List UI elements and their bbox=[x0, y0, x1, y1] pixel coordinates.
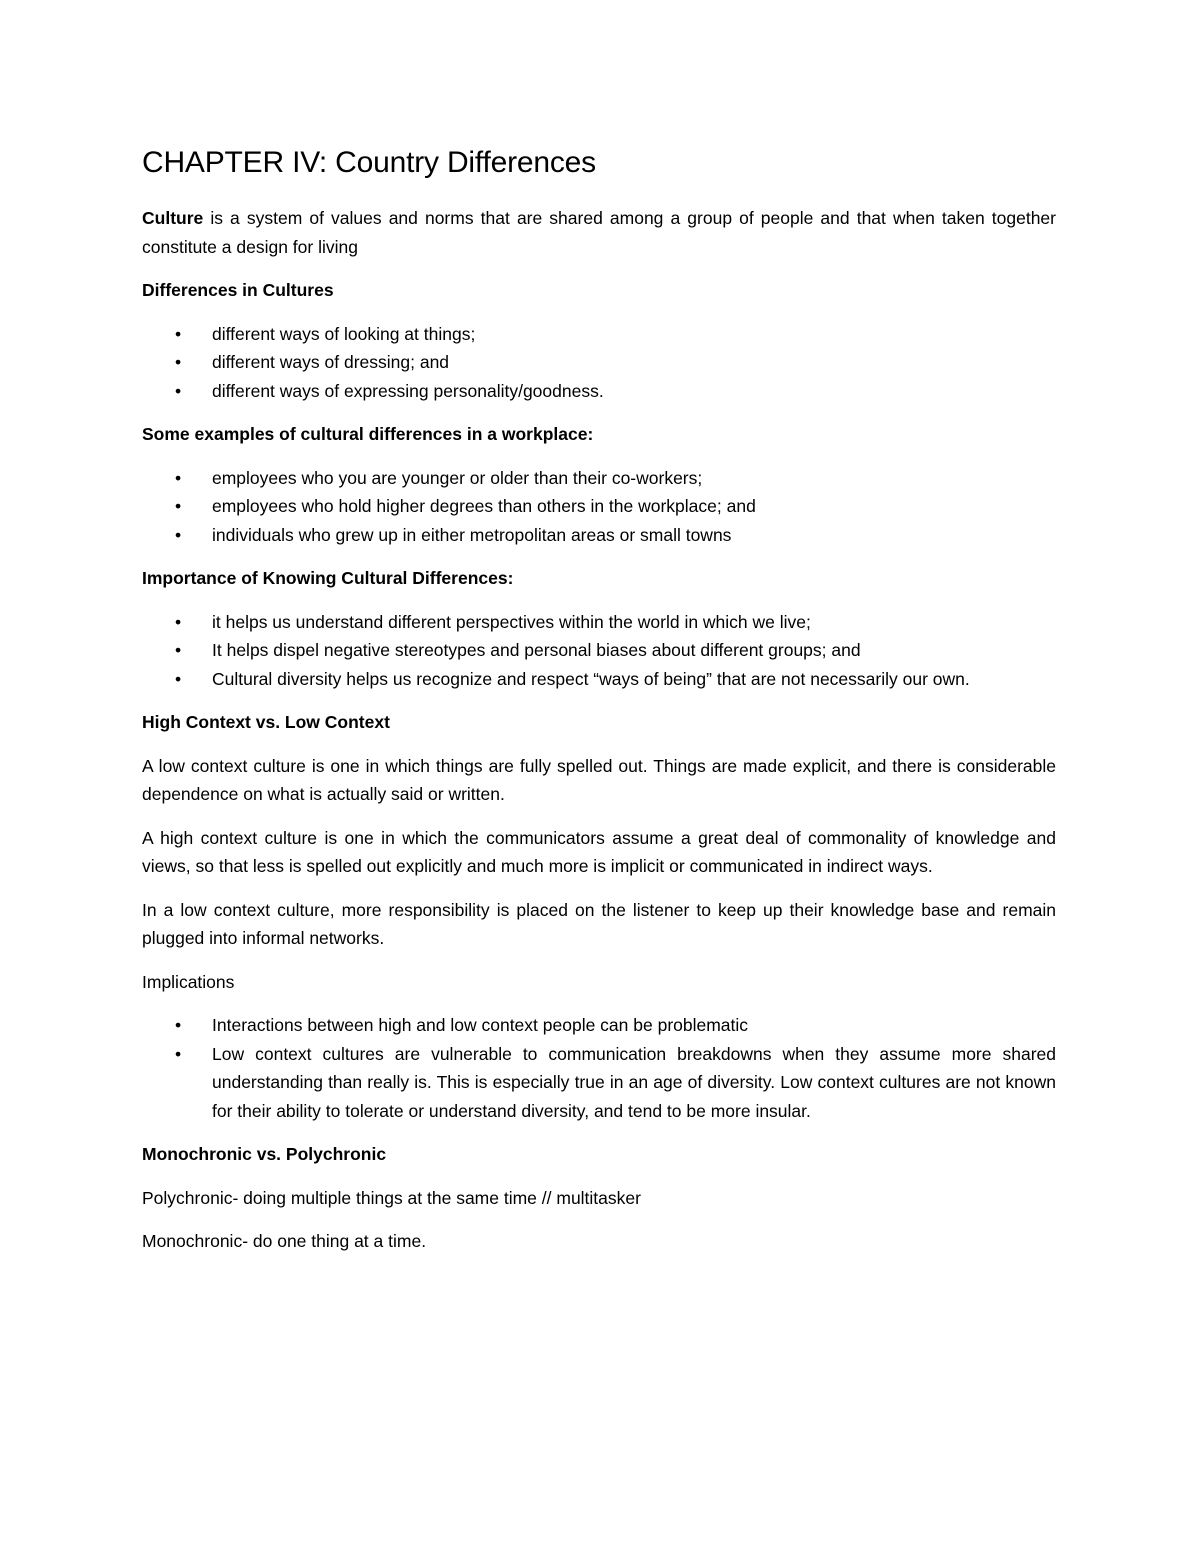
context-paragraph: A low context culture is one in which things are fully spelled out. Things are made explicit, and there is considerable dependence on what is actually said or written. bbox=[142, 755, 1056, 804]
bullet-icon: • bbox=[175, 467, 182, 488]
culture-definition-text: is a system of values and norms that are shared among a group of people and that when taken together constitute a design for living bbox=[142, 208, 1056, 257]
bullet-icon: • bbox=[175, 1015, 182, 1035]
context-paragraph: A high context culture is one in which the communicators assume a great deal of commonality of knowledge and views, so that less is spelled out explicitly and much more is implicit or communicated in indirect ways. bbox=[142, 827, 1056, 876]
list-item: • different ways of expressing personality/goodness. bbox=[142, 377, 1056, 406]
list-item: • it helps us understand different perspectives within the world in which we live; bbox=[142, 608, 1056, 637]
bullet-icon: • bbox=[175, 496, 182, 516]
differences-list bbox=[142, 320, 1056, 406]
list-item: • employees who you are younger or older than their co-workers; bbox=[142, 464, 1056, 493]
implications-label: Implications bbox=[142, 971, 235, 992]
list-item: • Interactions between high and low context people can be problematic bbox=[142, 1011, 1056, 1040]
importance-list bbox=[142, 608, 1056, 694]
bullet-icon: • bbox=[175, 323, 182, 344]
bullet-icon: • bbox=[175, 524, 182, 545]
list-item: • different ways of dressing; and bbox=[142, 348, 1056, 377]
heading-importance: Importance of Knowing Cultural Differences: bbox=[142, 568, 514, 588]
bullet-icon: • bbox=[175, 1043, 182, 1064]
chronic-paragraph: Monochronic- do one thing at a time. bbox=[142, 1231, 427, 1251]
implications-list bbox=[142, 1011, 1056, 1125]
list-item: • employees who hold higher degrees than others in the workplace; and bbox=[142, 492, 1056, 521]
list-item: • Cultural diversity helps us recognize and respect “ways of being” that are not necessarily our own. bbox=[142, 665, 1056, 694]
list-item: • individuals who grew up in either metropolitan areas or small towns bbox=[142, 521, 1056, 550]
heading-mono-poly: Monochronic vs. Polychronic bbox=[142, 1144, 387, 1164]
context-paragraph: In a low context culture, more responsibility is placed on the listener to keep up their knowledge base and remain plugged into informal networks. bbox=[142, 899, 1056, 948]
page-title: CHAPTER IV: Country Differences bbox=[142, 146, 596, 179]
bullet-icon: • bbox=[175, 611, 182, 632]
heading-differences-in-cultures: Differences in Cultures bbox=[142, 280, 334, 300]
bullet-icon: • bbox=[175, 352, 182, 372]
document-page bbox=[142, 140, 1056, 1271]
list-item: • Low context cultures are vulnerable to communication breakdowns when they assume more shared understanding than really is. This is especially true in an age of diversity. Low context cultures are not known for their ability to tolerate or understand diversity, and tend to be more insular. bbox=[142, 1040, 1056, 1126]
culture-definition bbox=[142, 204, 1056, 261]
workplace-examples-list bbox=[142, 464, 1056, 550]
heading-high-low-context: High Context vs. Low Context bbox=[142, 712, 390, 732]
bullet-icon: • bbox=[175, 640, 182, 660]
culture-term: Culture bbox=[142, 208, 204, 228]
list-item: • It helps dispel negative stereotypes and personal biases about different groups; and bbox=[142, 636, 1056, 665]
heading-workplace-examples: Some examples of cultural differences in a workplace: bbox=[142, 424, 594, 444]
bullet-icon: • bbox=[175, 668, 182, 689]
bullet-icon: • bbox=[175, 380, 182, 401]
list-item: • different ways of looking at things; bbox=[142, 320, 1056, 349]
chronic-paragraph: Polychronic- doing multiple things at the same time // multitasker bbox=[142, 1187, 641, 1208]
